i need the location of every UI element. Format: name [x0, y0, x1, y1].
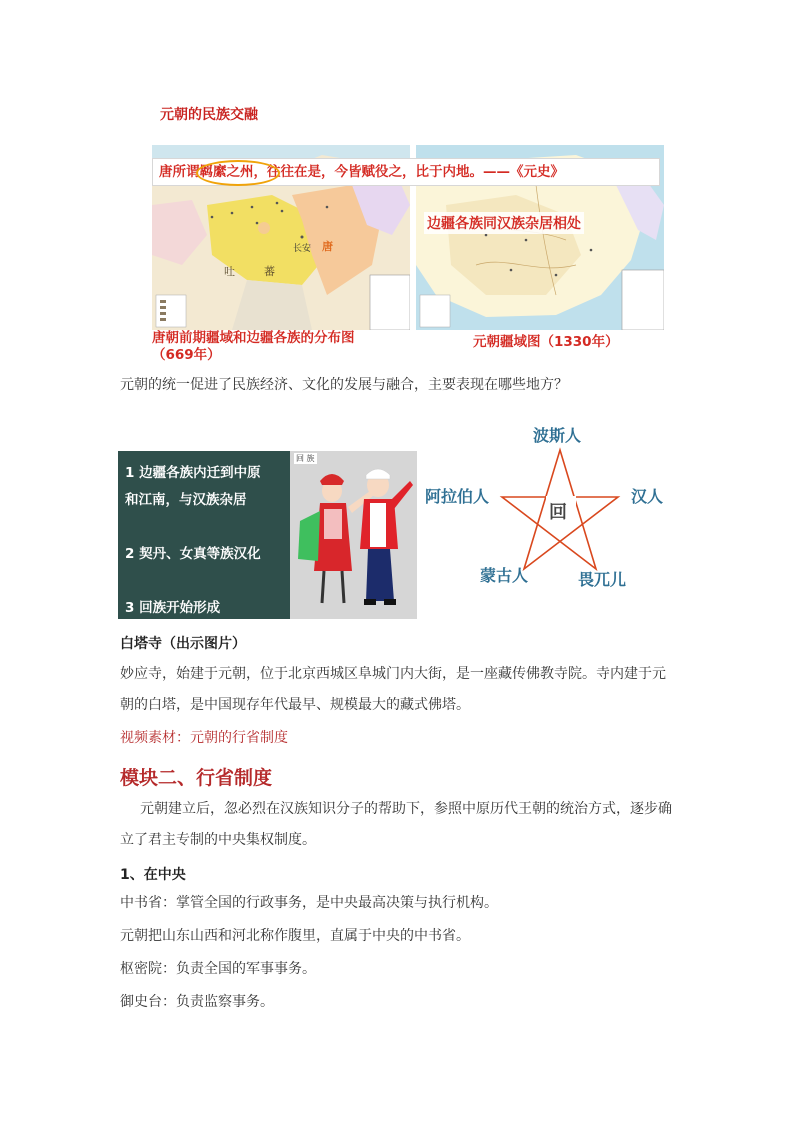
question-text: 元朝的统一促进了民族经济、文化的发展与融合，主要表现在哪些地方？ — [120, 377, 568, 393]
white-pagoda-para-2: 朝的白塔，是中国现存年代最早、规模最大的藏式佛塔。 — [120, 697, 470, 713]
star-label-han: 汉人 — [631, 487, 664, 506]
star-label-hui: 回 — [549, 502, 567, 523]
mixed-living-caption: 边疆各族同汉族杂居相处 — [424, 212, 584, 234]
summary-line-2: 2 契丹、女真等族汉化 — [125, 546, 261, 562]
star-label-mongol: 蒙古人 — [480, 566, 529, 585]
highlight-oval — [196, 160, 280, 186]
dancers-figure — [290, 451, 417, 619]
central-item: 御史台：负责监察事务。 — [120, 994, 274, 1010]
section-title: 元朝的民族交融 — [160, 107, 258, 123]
star-label-uyghur: 畏兀儿 — [578, 570, 627, 589]
summary-line-1a: 1 边疆各族内迁到中原 — [125, 465, 261, 481]
summary-line-1b: 和江南，与汉族杂居 — [125, 492, 247, 508]
summary-line-3: 3 回族开始形成 — [125, 600, 221, 616]
central-item: 元朝把山东山西和河北称作腹里，直属于中央的中书省。 — [120, 928, 470, 944]
video-note: 视频素材：元朝的行省制度 — [120, 730, 288, 746]
map-label-bo: 蕃 — [264, 265, 275, 278]
star-label-persian: 波斯人 — [533, 426, 582, 445]
map-label-changan: 长安 — [293, 244, 312, 254]
hui-people-illustration — [290, 451, 417, 619]
module-title: 模块二、行省制度 — [120, 767, 273, 789]
map-label-tang: 唐 — [322, 240, 333, 253]
intro-line-1: 元朝建立后，忽必烈在汉族知识分子的帮助下，参照中原历代王朝的统治方式，逐步确 — [140, 801, 672, 817]
central-heading: 1、在中央 — [120, 867, 186, 883]
tang-map-caption: 唐朝前期疆域和边疆各族的分布图（669年） — [152, 330, 355, 363]
central-item: 枢密院：负责全国的军事事务。 — [120, 961, 316, 977]
white-pagoda-heading: 白塔寺（出示图片） — [120, 636, 246, 652]
white-pagoda-para-1: 妙应寺，始建于元朝，位于北京西城区阜城门内大街，是一座藏传佛教寺院。寺内建于元 — [120, 666, 666, 682]
map-label-tubo: 吐 — [224, 265, 235, 278]
people-tag: 回 族 — [296, 454, 315, 463]
star-label-arab: 阿拉伯人 — [425, 487, 490, 506]
summary-box — [118, 451, 290, 619]
hui-formation-diagram — [420, 418, 700, 593]
central-item: 中书省：掌管全国的行政事务，是中央最高决策与执行机构。 — [120, 895, 498, 911]
yuan-map-caption: 元朝疆域图（1330年） — [473, 334, 619, 350]
historical-quote: 唐所谓羁縻之州，往往在是，今皆赋役之，比于内地。——《元史》 — [152, 158, 660, 186]
intro-line-2: 立了君主专制的中央集权制度。 — [120, 832, 316, 848]
